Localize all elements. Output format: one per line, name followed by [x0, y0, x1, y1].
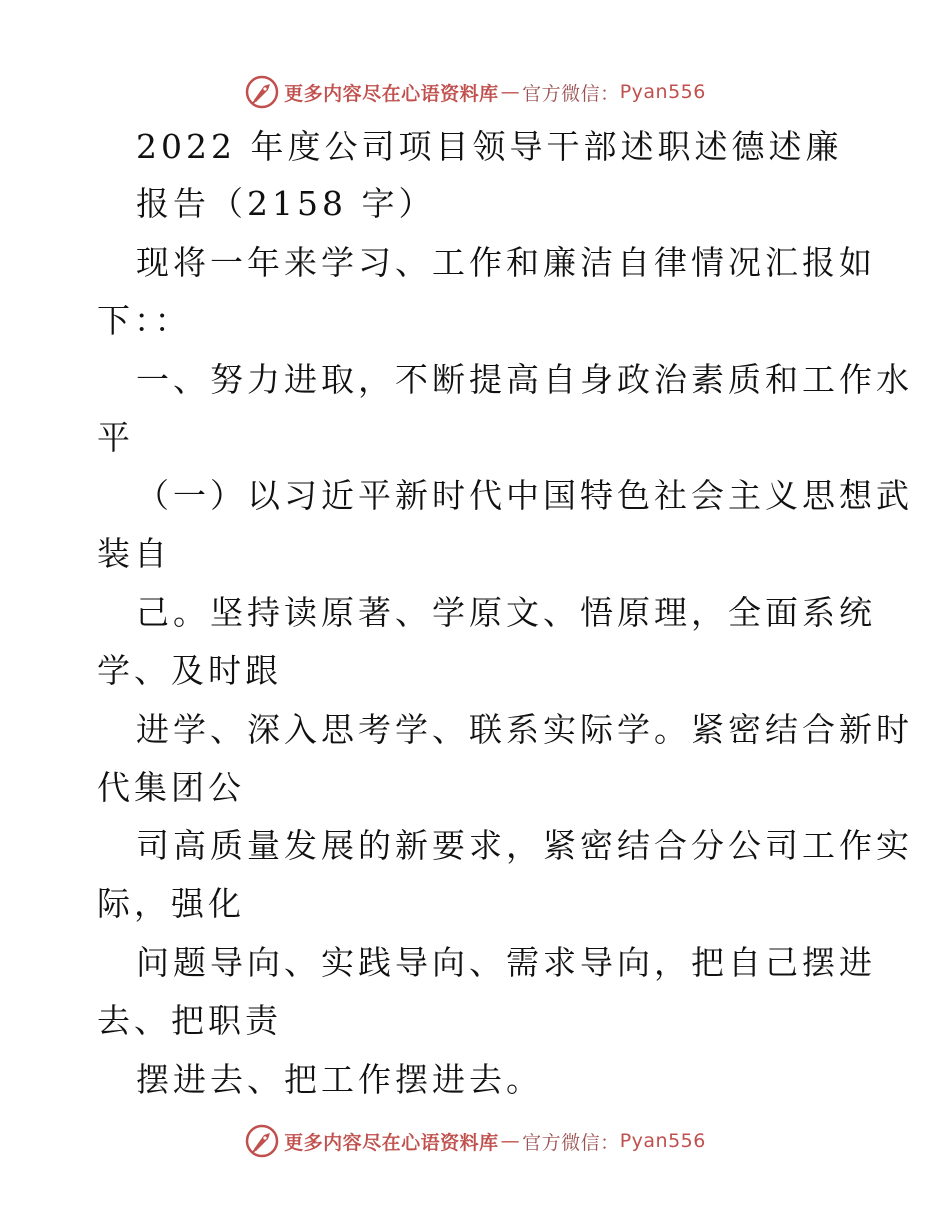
watermark-main-text: 更多内容尽在心语资料库 — [284, 82, 499, 105]
subsection-heading-line: （一）以习近平新时代中国特色社会主义思想武 — [136, 476, 913, 515]
paragraph-line: 下：： — [97, 301, 192, 340]
paragraph-line: 代集团公 — [97, 768, 245, 807]
watermark-wechat-label: 官方微信： — [522, 1131, 620, 1154]
paragraph-line: 己。坚持读原著、学原文、悟原理，全面系统 — [136, 593, 876, 632]
paragraph-line: 去、把职责 — [97, 1001, 282, 1040]
section-heading-line: 一、努力进取，不断提高自身政治素质和工作水 — [136, 360, 913, 399]
watermark-wechat-id: Pyan556 — [619, 81, 706, 103]
subsection-heading-line: 装自 — [97, 534, 171, 573]
watermark-main-text: 更多内容尽在心语资料库 — [284, 1131, 499, 1154]
watermark-wechat-label: 官方微信： — [522, 82, 620, 105]
paragraph-line: 学、及时跟 — [97, 651, 282, 690]
paragraph-line: 现将一年来学习、工作和廉洁自律情况汇报如 — [136, 243, 876, 282]
paragraph-line: 际，强化 — [97, 884, 245, 923]
watermark-dash: — — [500, 1130, 521, 1152]
paragraph-line: 司高质量发展的新要求，紧密结合分公司工作实 — [136, 826, 913, 865]
header-watermark — [0, 72, 950, 112]
paragraph-line: 摆进去、把工作摆进去。 — [136, 1060, 543, 1099]
document-title-line-1: 2022 年度公司项目领导干部述职述德述廉 — [136, 127, 843, 166]
paragraph-line: 问题导向、实践导向、需求导向，把自己摆进 — [136, 943, 876, 982]
pen-nib-logo-icon — [244, 74, 280, 110]
pen-nib-logo-icon — [244, 1123, 280, 1159]
paragraph-line: 进学、深入思考学、联系实际学。紧密结合新时 — [136, 710, 913, 749]
footer-watermark — [0, 1121, 950, 1161]
watermark-wechat-id: Pyan556 — [619, 1130, 706, 1152]
document-title-line-2: 报告（2158 字） — [136, 184, 436, 223]
section-heading-line: 平 — [97, 418, 134, 457]
watermark-dash: — — [500, 81, 521, 103]
